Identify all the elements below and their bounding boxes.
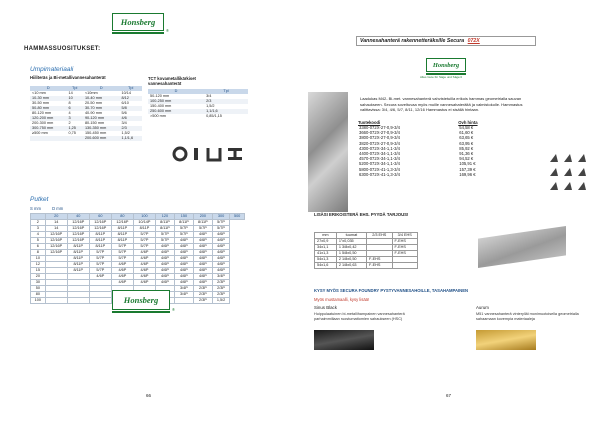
tube-cell: 4/6P: [174, 256, 193, 262]
tube-cell: 4/6P: [174, 268, 193, 274]
tube-cell: 4/6P: [193, 280, 212, 286]
ehs-header: tuumat: [336, 233, 366, 239]
ehs-header: 3/4 EHS: [392, 233, 418, 239]
tube-cell: 4/6P: [133, 262, 155, 268]
tube-cell: 4/6P: [193, 268, 212, 274]
tube-cell: 80: [31, 292, 46, 298]
page-number-right: 67: [446, 393, 452, 398]
price-cell: 3820-072X-27-0,9-3/4: [359, 140, 400, 146]
tube-cell: 12/16P: [45, 232, 67, 238]
foundry-heading: KYSY MYÖS SECURA FOUNDRY PYSTYVANNESAHOILLE, TASAHAMPAINEN: [314, 288, 469, 293]
ehs-cell: 34x1,1: [315, 245, 337, 251]
tube-cell: [89, 298, 111, 304]
tube-cell: 3: [31, 226, 46, 232]
tooth-icon: [578, 168, 586, 176]
tube-axis-labels: [30, 206, 63, 211]
materials-cell: 3/4: [121, 121, 127, 125]
tube-cell: 5/7P: [89, 262, 111, 268]
tube-header: 100: [133, 214, 155, 220]
carbide-cell: >500 mm: [150, 114, 166, 118]
price-row: [356, 172, 506, 177]
col2-text: M51 vannesahanterä vinterylläi monimuotoisella geometrialla sahaamaan kovempia materiaaleja: [476, 312, 579, 321]
price-cell: 4570-072X-34-1,1-3/4: [359, 156, 400, 162]
materials-header: D: [83, 86, 120, 91]
tooth-icon: [564, 154, 572, 162]
tube-cell: 4/6P: [111, 262, 133, 268]
price-cell: 169,96 €: [459, 171, 476, 177]
tube-header: 500: [230, 214, 245, 220]
materials-cell: 80-150 mm: [84, 121, 105, 125]
tube-cell: 12/16P: [45, 244, 67, 250]
carbide-table: [148, 89, 248, 119]
materials-header: Tpi: [119, 86, 142, 91]
tube-cell: [174, 298, 193, 304]
tube-cell: 4/6P: [111, 274, 133, 280]
price-cell: 3380-072X-27-0,9-3/4: [359, 125, 400, 130]
tube-cell: 4/6P: [193, 250, 212, 256]
tube-cell: 5/7P: [133, 238, 155, 244]
tube-cell: 4/6P: [212, 256, 229, 262]
tube-cell: 14: [45, 220, 67, 226]
materials-cell: 130-350 mm: [83, 126, 120, 131]
tube-cell: 4/6P: [111, 280, 133, 286]
ehs-cell: F-EHS: [392, 245, 418, 251]
ehs-cell: 2 1/8x0,50: [336, 257, 366, 263]
tube-cell: 4/6P: [155, 268, 174, 274]
tube-cell: 3/4P: [174, 286, 193, 292]
price-cell: 3660-072X-27-0,9-3/4: [359, 130, 400, 136]
price-cell: 3800-072X-27-0,9-3/4: [359, 135, 400, 141]
blade-coil-image: [308, 92, 348, 212]
tube-cell: 4/6P: [89, 274, 111, 280]
tube-cell: 5/7P: [111, 244, 133, 250]
tube-header: 150: [174, 214, 193, 220]
tube-cell: 2/3P: [212, 280, 229, 286]
tube-cell: 5: [31, 238, 46, 244]
tube-cell: 4/6P: [174, 274, 193, 280]
product-title: [360, 39, 480, 44]
tooth-icon: [550, 182, 558, 190]
materials-cell: 1,25: [67, 126, 83, 131]
tube-header: 20: [45, 214, 67, 220]
carbide-cell: 3/4: [206, 94, 212, 98]
carbide-cell: 50-120 mm: [150, 94, 170, 98]
right-page: [300, 0, 600, 424]
materials-cell: 6: [67, 106, 83, 111]
col1-text: Huippulaatuinen bi-metallihampainen vannesahanterä parhaimmillaan ruostumattomien sahaukseen (HSC): [314, 312, 405, 321]
tube-cell: 12/16P: [67, 226, 89, 232]
honsberg-logo-right: [426, 58, 466, 72]
ehs-cell: 1"x0,035: [336, 239, 366, 245]
materials-cell: 2: [68, 121, 71, 125]
tube-cell: 8/11P: [67, 250, 89, 256]
tube-cell: 8: [31, 250, 46, 256]
tube-cell: 5/7P: [111, 250, 133, 256]
tube-cell: 12/16P: [67, 232, 89, 238]
tube-cell: 4/6P: [133, 280, 155, 286]
tube-cell: 4/6P: [174, 250, 193, 256]
price-cell: 61,60 €: [459, 130, 474, 136]
materials-cell: 10/14: [121, 91, 131, 95]
tube-cell: 8/11P: [133, 226, 155, 232]
materials-cell: 5/8: [119, 106, 142, 111]
tube-cell: 4/6P: [212, 268, 229, 274]
tube-header: 300: [212, 214, 229, 220]
price-cell: 85,92 €: [459, 145, 474, 151]
price-cell: 54,58 €: [459, 125, 474, 130]
materials-cell: [30, 136, 67, 141]
materials-cell: 150-450 mm: [84, 131, 107, 135]
tube-cell: 8/11P: [193, 220, 212, 226]
tube-cell: 8/11P: [155, 220, 174, 226]
tube-cell: 3/4P: [212, 274, 229, 280]
tube-cell: 2/3P: [193, 298, 212, 304]
materials-header: Tpi: [67, 86, 83, 91]
tube-header: 60: [89, 214, 111, 220]
extra-heading: LISÄSI ERIKOISTERÄ EHS. PYYDÄ TARJOUS!: [314, 212, 409, 217]
tube-cell: [45, 298, 67, 304]
tube-cell: 4/6P: [193, 262, 212, 268]
tube-cell: 4/6P: [155, 280, 174, 286]
tube-cell: 8/11P: [67, 256, 89, 262]
tube-cell: 4/6P: [155, 250, 174, 256]
tooth-profile-icons: [548, 152, 592, 200]
ehs-cell: F-EHS: [392, 251, 418, 257]
materials-cell: ≥500 mm: [32, 131, 48, 135]
tube-cell: 4/6P: [111, 268, 133, 274]
i-beam-top-icon: [228, 148, 242, 151]
materials-cell: 20-50 mm: [84, 101, 103, 105]
materials-cell: 10-30 mm: [30, 96, 67, 101]
price-cell: 4400-072X-34-1,1-3/4: [359, 151, 400, 157]
carbide-cell: 1,1/1,6: [204, 109, 248, 114]
tube-cell: 4/6P: [212, 232, 229, 238]
tube-cell: 14: [45, 226, 67, 232]
tube-cell: 8/11P: [174, 220, 193, 226]
tube-cell: 4/6P: [193, 244, 212, 250]
materials-cell: 14: [68, 91, 73, 95]
ehs-cell: F-EHS: [367, 257, 392, 263]
tube-cell: 4/6P: [133, 250, 155, 256]
materials-cell: 1,5/2: [121, 131, 130, 135]
price-header: Ovh hinta: [458, 120, 478, 125]
page-number-left: 66: [146, 393, 152, 398]
i-beam-bottom-icon: [228, 157, 242, 160]
tube-cell: 8/11P: [111, 226, 133, 232]
registered-mark-bottom: ®: [172, 307, 175, 312]
ehs-cell: F-EHS: [367, 263, 392, 269]
materials-cell: 30-50 mm: [32, 101, 50, 105]
materials-table: [30, 86, 142, 141]
materials-cell: 40-90 mm: [84, 111, 103, 115]
aurum-blade-image: [476, 330, 536, 350]
tube-cell: 12/16P: [45, 250, 67, 256]
materials-cell: 1,1/1,6: [119, 136, 142, 141]
tube-cell: 8/11P: [89, 232, 111, 238]
ehs-row: [315, 263, 418, 269]
tube-cell: 8/11P: [67, 268, 89, 274]
tube-cell: 5/7P: [89, 256, 111, 262]
tube-cell: 4/6P: [174, 238, 193, 244]
honsberg-logo: [112, 13, 164, 31]
ehs-cell: 54x1,3: [315, 257, 337, 263]
logo-underline-bottom: [112, 311, 170, 313]
tube-cell: 2/3P: [212, 292, 229, 298]
materials-cell: 10: [67, 96, 83, 101]
price-cell: 157,39 €: [459, 166, 476, 172]
price-cell: 63,65 €: [459, 135, 474, 141]
tube-cell: 8/11P: [111, 232, 133, 238]
ehs-cell: [392, 263, 418, 269]
round-tube-icon: [174, 148, 186, 160]
tube-cell: 50: [31, 286, 46, 292]
tube-cell: 4/6P: [155, 256, 174, 262]
tube-cell: 4/6P: [193, 256, 212, 262]
ehs-cell: 27x0,9: [315, 239, 337, 245]
i-beam-web-icon: [234, 151, 237, 157]
tube-cell: 4/6P: [133, 256, 155, 262]
carbide-cell: 150-400 mm: [150, 104, 172, 108]
tube-cell: 4/6P: [212, 238, 229, 244]
ehs-cell: 41x1,3: [315, 251, 337, 257]
registered-mark: ®: [166, 28, 169, 33]
ehs-cell: 1 5/8x0,50: [336, 251, 366, 257]
tube-cell: 4: [31, 232, 46, 238]
logo-text-bottom: Honsberg: [123, 295, 159, 305]
tube-cell: 5/7P: [89, 268, 111, 274]
materials-cell: 5/6: [121, 111, 127, 115]
materials-cell: 50-80 mm: [30, 106, 67, 111]
logo-text: Honsberg: [120, 17, 156, 27]
tube-cell: 20: [31, 274, 46, 280]
page-heading: HAMMASSUOSITUKSET:: [24, 46, 101, 52]
tube-cell: 2/3P: [193, 286, 212, 292]
tube-cell: 4/6P: [212, 244, 229, 250]
tube-cell: 2: [31, 220, 46, 226]
tooth-icon: [578, 154, 586, 162]
tube-cell: 2/3P: [212, 286, 229, 292]
col1-title: Sinus Black: [314, 305, 337, 310]
tube-cell: 5/7P: [174, 226, 193, 232]
ehs-table: [314, 232, 418, 269]
materials-cell: 4: [68, 111, 71, 115]
price-header: Tuotekoodi: [358, 120, 381, 125]
tooth-icons-grid: [548, 152, 592, 200]
materials-cell: 200-300 mm: [32, 121, 54, 125]
title-prefix: Vannesahanterä rakennetteräksille Secura: [360, 37, 465, 44]
price-cell: 6300-072X-41-1,3-3/4: [359, 171, 400, 177]
price-cell: 94,52 €: [459, 156, 474, 162]
materials-cell: <10 mm: [32, 91, 46, 95]
carbide-cell: 250-600 mm: [148, 109, 204, 114]
carbide-header: D: [148, 89, 204, 94]
price-cell: 91,36 €: [459, 151, 474, 157]
tube-cell: 4/6P: [174, 244, 193, 250]
price-cell: 5200-072X-34-1,1-3/4: [359, 161, 400, 167]
carbide-cell: 1,5/2: [206, 104, 215, 108]
ehs-header: mm: [315, 233, 337, 239]
tube-cell: 30: [31, 280, 46, 286]
tube-cell: 5/7P: [155, 238, 174, 244]
tube-cell: 2/3P: [193, 292, 212, 298]
tube-cell: 10: [31, 256, 46, 262]
price-cell: 105,91 €: [459, 161, 476, 167]
tube-header: 120: [155, 214, 174, 220]
tube-cell: 5/7P: [212, 226, 229, 232]
materials-cell: 300-750 mm: [30, 126, 67, 131]
tube-cell: 12/16P: [89, 226, 111, 232]
price-cell: 4300-072X-34-1,1-3/4: [359, 145, 400, 151]
tube-cell: 4/6P: [155, 274, 174, 280]
col2-title: Aurum: [476, 305, 489, 310]
tube-cell: 8/11P: [89, 238, 111, 244]
ehs-cell: 2 1/8x0,63: [336, 263, 366, 269]
materials-cell: 10-40 mm: [83, 96, 120, 101]
price-cell: 5800-072X-41-1,3-3/4: [359, 166, 400, 172]
materials-row: [30, 136, 142, 141]
tooth-icon: [550, 168, 558, 176]
carbide-cell: 0,85/1,15: [206, 114, 222, 118]
tube-cell: 8/11P: [155, 226, 174, 232]
materials-cell: 90-120 mm: [83, 116, 120, 121]
carbide-header: Tpi: [204, 89, 248, 94]
tube-cell: 12/16P: [89, 220, 111, 226]
tube-cell: 5/7P: [212, 220, 229, 226]
logo-underline: [112, 32, 164, 34]
tube-cell: 5/7P: [174, 232, 193, 238]
availability-note: Myös mustamaalli, kysy lisää!: [314, 297, 370, 302]
tooth-icon: [578, 182, 586, 190]
ehs-cell: F-EHS: [392, 239, 418, 245]
tube-cell: 8/11P: [67, 244, 89, 250]
u-channel-icon: [208, 148, 220, 160]
materials-cell: 0,75: [68, 131, 76, 135]
ehs-cell: 54x1,6: [315, 263, 337, 269]
tube-cell: 4/6P: [133, 268, 155, 274]
tube-cell: 4/6P: [174, 280, 193, 286]
foundry-blade-image: [478, 226, 566, 268]
tube-header: 40: [67, 214, 89, 220]
tube-cell: 1,5/2: [212, 298, 229, 304]
title-code: 072X: [467, 37, 480, 44]
tube-cell: 4/6P: [212, 250, 229, 256]
tube-cell: 4/6P: [174, 262, 193, 268]
tube-cell: 6: [31, 244, 46, 250]
materials-cell: 2/3: [119, 126, 142, 131]
tooth-icon: [550, 154, 558, 162]
tube-cell: 4/6P: [155, 262, 174, 268]
tube-cell: 5/7P: [89, 250, 111, 256]
product-description: Laadukas M42- Bi-met. vannesahanterä vahvistetuilla erikois hammas geometrialla sauvan sahaukseen. Secura soveltuvaa myös muille vannesahaterältä ja valmistokolle. Hammastus valittavissa: 3/4, 4/6, 5/7, 8/11, 12/16 Hammastus ei sisällä hintaan.: [360, 96, 523, 112]
tube-cell: 5/7P: [155, 232, 174, 238]
diameter-label: D mm: [52, 206, 64, 211]
tube-cell: 8/11P: [89, 244, 111, 250]
ehs-cell: 1 3/8x0,42: [336, 245, 366, 251]
tube-cell: 12/16P: [45, 238, 67, 244]
tube-cell: 12: [31, 262, 46, 268]
tube-cell: 12/16P: [111, 220, 133, 226]
carbide-cell: 100-250 mm: [148, 99, 204, 104]
materials-caption: Hiiliteräs ja Bi-metallivannesahanterät: [30, 75, 106, 80]
materials-cell: 3: [67, 116, 83, 121]
materials-cell: 30-70 mm: [83, 106, 120, 111]
price-table: [356, 120, 506, 177]
tube-cell: 10/14P: [133, 220, 155, 226]
tube-header: 200: [193, 214, 212, 220]
carbide-caption: TCT kovametallikärkiset vannesahanterät: [148, 76, 196, 86]
tube-cell: 15: [31, 268, 46, 274]
tube-cell: 12/16P: [67, 238, 89, 244]
materials-cell: 4/6: [119, 116, 142, 121]
materials-cell: 200-600 mm: [83, 136, 120, 141]
tube-header: 80: [111, 214, 133, 220]
materials-cell: 120-200 mm: [30, 116, 67, 121]
materials-cell: <10mm: [84, 91, 98, 95]
section-title-solid: Umpimateriaali: [30, 66, 74, 73]
tube-cell: 4/6P: [193, 232, 212, 238]
wall-label: S mm: [30, 206, 41, 211]
tube-cell: 8/11P: [111, 238, 133, 244]
ehs-header: 2/3 EHS: [367, 233, 392, 239]
materials-cell: [67, 136, 83, 141]
section-title-tubes: Putket: [30, 196, 49, 203]
materials-cell: 8/12: [119, 96, 142, 101]
tube-cell: 4/6P: [155, 244, 174, 250]
tube-cell: 5/7P: [193, 226, 212, 232]
tube-cell: 3/4P: [174, 292, 193, 298]
tube-cell: [67, 298, 89, 304]
tooth-icon: [564, 182, 572, 190]
tube-cell: 5/7P: [111, 256, 133, 262]
tube-cell: 5/7P: [133, 244, 155, 250]
tube-cell: 4/6P: [133, 274, 155, 280]
tube-cell: 4/6P: [193, 238, 212, 244]
tube-cell: 4/6P: [193, 274, 212, 280]
tube-cell: 12/16P: [67, 220, 89, 226]
logo-slogan: Alles Gute für Säge und Sägen!: [420, 75, 463, 79]
tube-cell: 5/7P: [133, 232, 155, 238]
sinus-black-blade-image: [314, 330, 374, 350]
logo-text-right: Honsberg: [432, 61, 460, 69]
honsberg-logo-bottom: [112, 290, 170, 310]
materials-header: D: [30, 86, 67, 91]
materials-cell: 80-120 mm: [32, 111, 52, 115]
tube-profiles-icon: [172, 144, 250, 164]
flat-bar-icon: [194, 148, 198, 160]
materials-cell: 8: [68, 101, 71, 105]
tube-cell: 4/6P: [212, 262, 229, 268]
tube-cell: 8/11P: [67, 262, 89, 268]
materials-cell: 6/10: [121, 101, 129, 105]
carbide-row: [148, 114, 248, 119]
carbide-cell: 2/3: [204, 99, 248, 104]
price-cell: 63,95 €: [459, 140, 474, 146]
tooth-icon: [564, 168, 572, 176]
tube-cell: 100: [31, 298, 46, 304]
